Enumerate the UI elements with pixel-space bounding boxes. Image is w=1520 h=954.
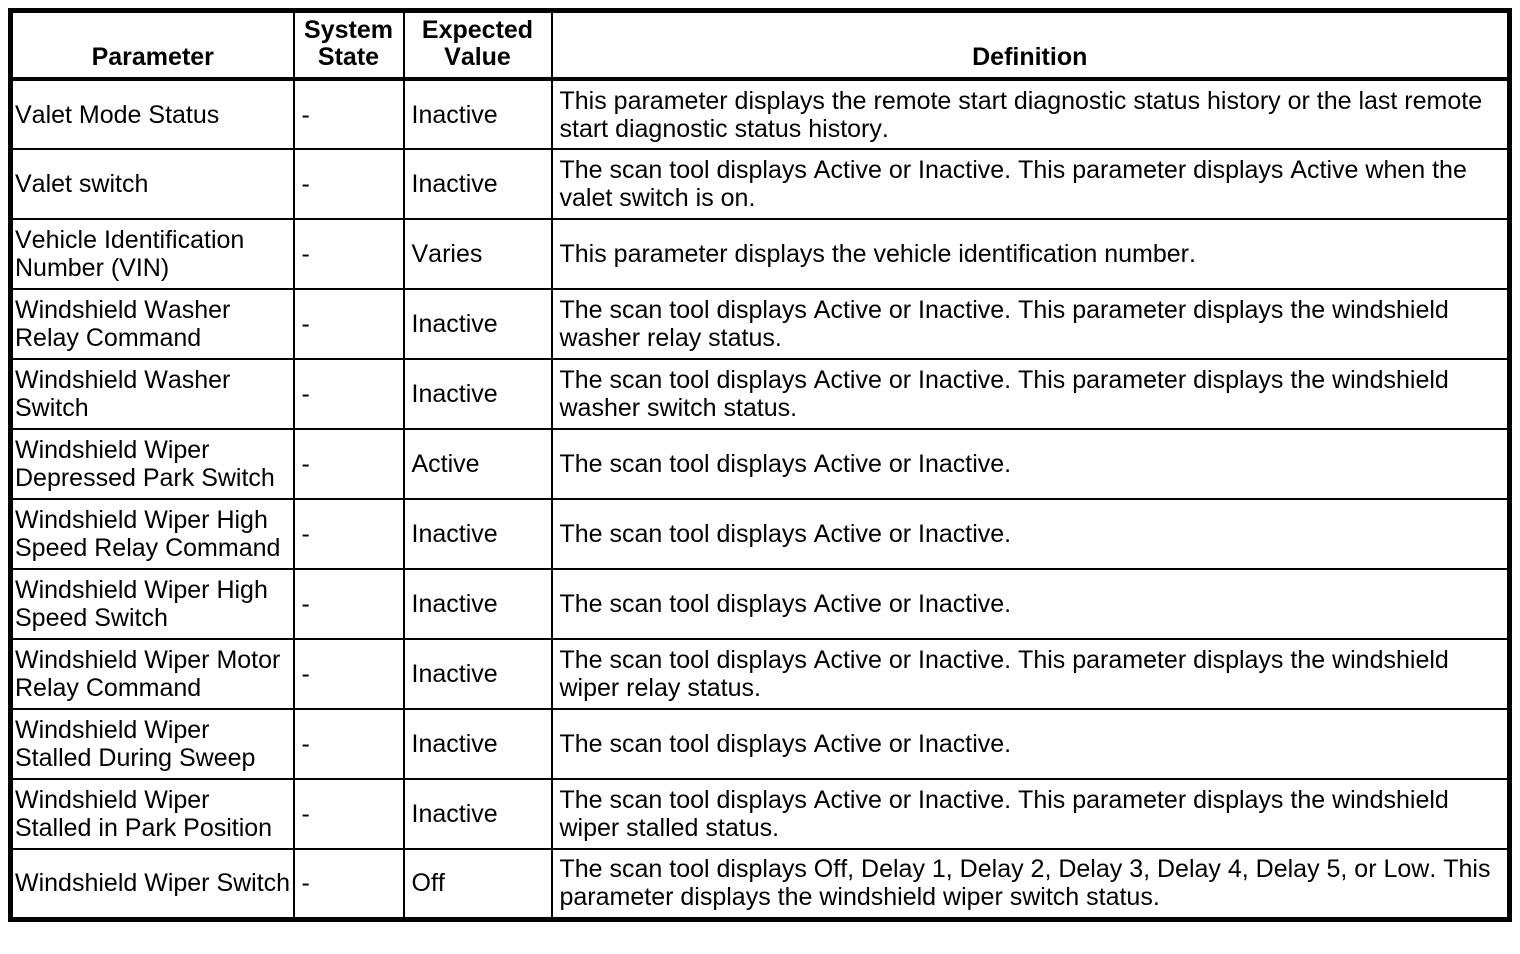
table-row	[11, 499, 1510, 569]
system-state-cell: -	[294, 639, 404, 709]
table-row	[11, 289, 1510, 359]
table-row	[11, 849, 1510, 919]
parameter-cell: Vehicle Identification Number (VIN)	[11, 219, 294, 289]
expected-value-cell: Active	[404, 429, 552, 499]
parameters-table	[8, 8, 1512, 922]
definition-cell: The scan tool displays Active or Inactive.	[552, 569, 1510, 639]
system-state-cell: -	[294, 499, 404, 569]
expected-value-cell: Varies	[404, 219, 552, 289]
table-row	[11, 429, 1510, 499]
header-parameter: Parameter	[11, 11, 294, 80]
table-row	[11, 219, 1510, 289]
system-state-cell: -	[294, 569, 404, 639]
expected-value-cell: Inactive	[404, 289, 552, 359]
header-expected-value: Expected Value	[404, 11, 552, 80]
parameter-cell: Windshield Washer Relay Command	[11, 289, 294, 359]
parameter-cell: Windshield Washer Switch	[11, 359, 294, 429]
expected-value-cell: Inactive	[404, 639, 552, 709]
header-system-state: System State	[294, 11, 404, 80]
table-row	[11, 149, 1510, 219]
parameter-cell: Valet switch	[11, 149, 294, 219]
header-row	[11, 11, 1510, 80]
header-definition: Definition	[552, 11, 1510, 80]
parameter-cell: Windshield Wiper High Speed Relay Command	[11, 499, 294, 569]
parameter-cell: Windshield Wiper Motor Relay Command	[11, 639, 294, 709]
definition-cell: The scan tool displays Off, Delay 1, Delay 2, Delay 3, Delay 4, Delay 5, or Low. This parameter displays the windshield wiper switch status.	[552, 849, 1510, 919]
definition-cell: This parameter displays the vehicle identification number.	[552, 219, 1510, 289]
expected-value-cell: Inactive	[404, 709, 552, 779]
system-state-cell: -	[294, 709, 404, 779]
definition-cell: The scan tool displays Active or Inactive. This parameter displays the windshield washer switch status.	[552, 359, 1510, 429]
table-row	[11, 709, 1510, 779]
definition-cell: The scan tool displays Active or Inactive.	[552, 709, 1510, 779]
system-state-cell: -	[294, 149, 404, 219]
definition-cell: The scan tool displays Active or Inactive. This parameter displays the windshield washer relay status.	[552, 289, 1510, 359]
system-state-cell: -	[294, 779, 404, 849]
definition-cell: The scan tool displays Active or Inactive. This parameter displays the windshield wiper stalled status.	[552, 779, 1510, 849]
expected-value-cell: Inactive	[404, 79, 552, 149]
expected-value-cell: Off	[404, 849, 552, 919]
system-state-cell: -	[294, 849, 404, 919]
table-row	[11, 639, 1510, 709]
definition-cell: The scan tool displays Active or Inactive.	[552, 429, 1510, 499]
parameter-cell: Valet Mode Status	[11, 79, 294, 149]
parameter-cell: Windshield Wiper Switch	[11, 849, 294, 919]
parameter-cell: Windshield Wiper Depressed Park Switch	[11, 429, 294, 499]
definition-cell: The scan tool displays Active or Inactive. This parameter displays Active when the valet switch is on.	[552, 149, 1510, 219]
system-state-cell: -	[294, 359, 404, 429]
parameter-cell: Windshield Wiper Stalled During Sweep	[11, 709, 294, 779]
definition-cell: The scan tool displays Active or Inactive.	[552, 499, 1510, 569]
expected-value-cell: Inactive	[404, 499, 552, 569]
system-state-cell: -	[294, 289, 404, 359]
expected-value-cell: Inactive	[404, 779, 552, 849]
system-state-cell: -	[294, 219, 404, 289]
table-row	[11, 569, 1510, 639]
table-header	[11, 11, 1510, 80]
expected-value-cell: Inactive	[404, 149, 552, 219]
system-state-cell: -	[294, 79, 404, 149]
expected-value-cell: Inactive	[404, 359, 552, 429]
definition-cell: This parameter displays the remote start diagnostic status history or the last remote start diagnostic status history.	[552, 79, 1510, 149]
table-body	[11, 79, 1510, 919]
parameter-cell: Windshield Wiper Stalled in Park Position	[11, 779, 294, 849]
parameter-cell: Windshield Wiper High Speed Switch	[11, 569, 294, 639]
table-row	[11, 79, 1510, 149]
definition-cell: The scan tool displays Active or Inactive. This parameter displays the windshield wiper relay status.	[552, 639, 1510, 709]
expected-value-cell: Inactive	[404, 569, 552, 639]
table-row	[11, 359, 1510, 429]
table-row	[11, 779, 1510, 849]
system-state-cell: -	[294, 429, 404, 499]
